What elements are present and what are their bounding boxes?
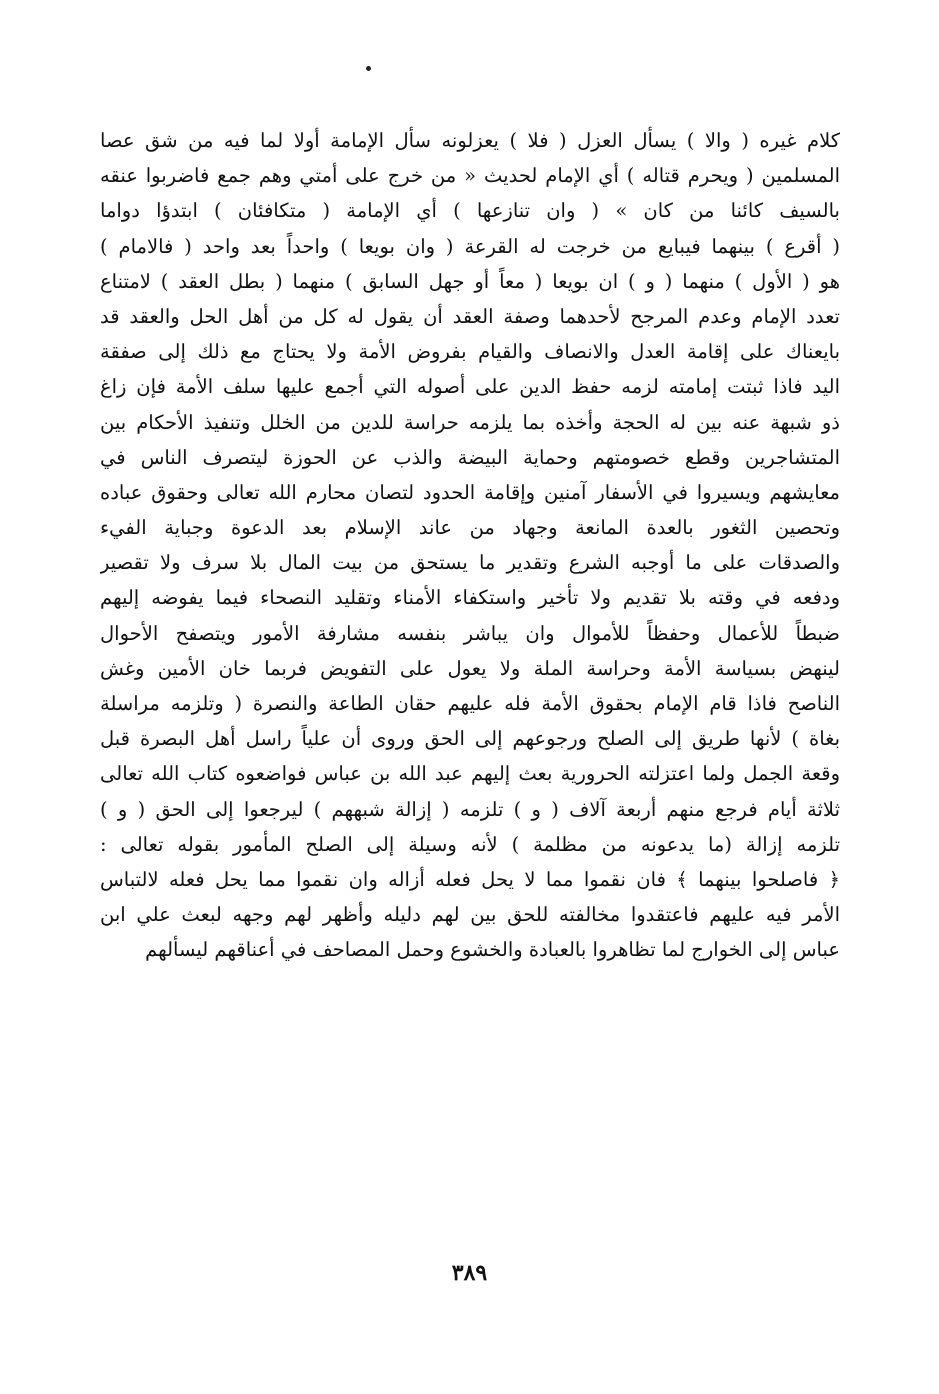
text-line: ودفعه في وقته بلا تقديم ولا تأخير واستكفاء الأمناء وتقليد النصحاء فيما يفوضه إليهم bbox=[100, 586, 840, 610]
text-line: ثلاثة أيام فرجع منهم أربعة آلاف ( و ) تلزمه ( إزالة شبههم ) ليرجعوا إلى الحق ( و ) bbox=[100, 797, 840, 821]
text-line: معايشهم ويسيروا في الأسفار آمنين وإقامة الحدود لتصان محارم الله تعالى وحقوق عباده bbox=[100, 480, 840, 504]
text-line: بايعناك على إقامة العدل والانصاف والقيام بفروض الأمة ولا يحتاج مع ذلك إلى صفقة bbox=[100, 340, 840, 364]
text-line: الأمر فيه عليهم فاعتقدوا مخالفته للحق بين لهم دليله وأظهر لهم وجهه لبعث علي ابن bbox=[100, 903, 840, 927]
body-text bbox=[100, 123, 840, 968]
text-line: عباس إلى الخوارج لما تظاهروا بالعبادة والخشوع وحمل المصاحف في أعناقهم ليسألهم bbox=[145, 938, 840, 962]
text-line: تعدد الإمام وعدم المرجح لأحدهما وصفة العقد أن يقول له كل من أهل الحل والعقد قد bbox=[100, 304, 840, 328]
text-line: والصدقات على ما أوجبه الشرع وتقدير ما يستحق من بيت المال بلا سرف ولا تقصير bbox=[100, 551, 840, 575]
text-line: المسلمين ( ويحرم قتاله ) أي الإمام لحديث « من خرج على أمتي وهم جمع فاضربوا عنقه bbox=[100, 164, 840, 188]
text-line: اليد فاذا ثبتت إمامته لزمه حفظ الدين على أصوله التي أجمع عليها سلف الأمة فإن زاغ bbox=[100, 375, 840, 399]
page-number: ٣٨٩ bbox=[451, 1260, 488, 1286]
text-line: ( أقرع ) بينهما فيبايع من خرجت له القرعة ( وان بويعا ) واحداً بعد واحد ( فالامام ) bbox=[100, 234, 840, 258]
text-line: وقعة الجمل ولما اعتزلته الحرورية بعث إليهم عبد الله بن عباس فواضعوه كتاب الله تعالى bbox=[100, 762, 840, 786]
text-line: ﴿ فاصلحوا بينهما ﴾ فان نقموا مما لا يحل فعله أزاله وان نقموا مما يحل فعله لالتباس bbox=[100, 867, 840, 891]
text-line: لينهض بسياسة الأمة وحراسة الملة ولا يعول على التفويض فربما خان الأمين وغش bbox=[100, 656, 840, 680]
text-line: ذو شبهة عنه بين له الحجة وأخذه بما يلزمه حراسة للدين من الخلل وتنفيذ الأحكام بين bbox=[100, 410, 840, 434]
text-line: الناصح فاذا قام الإمام بحقوق الأمة فله عليهم حقان الطاعة والنصرة ( وتلزمه مراسلة bbox=[100, 692, 840, 715]
text-line: ضبطاً للأعمال وحفظاً للأموال وان يباشر بنفسه مشارفة الأمور ويتصفح الأحوال bbox=[100, 621, 840, 645]
text-line: تلزمه إزالة (ما يدعونه من مظلمة ) لأنه وسيلة إلى الصلح المأمور بقوله تعالى : bbox=[100, 832, 840, 856]
text-line: بالسيف كائنا من كان » ( وان تنازعها ) أي الإمامة ( متكافئان ) ابتدؤا دواما bbox=[100, 199, 840, 223]
text-line: المتشاجرين وقطع خصومتهم وحماية البيضة والذب عن الحوزة ليتصرف الناس في bbox=[100, 445, 840, 469]
text-line: وتحصين الثغور بالعدة المانعة وجهاد من عاند الإسلام بعد الدعوة وجباية الفيء bbox=[100, 516, 840, 540]
text-line: هو ( الأول ) منهما ( و ) ان بويعا ( معاً أو جهل السابق ) منهما ( بطل العقد ) لامتناع bbox=[100, 269, 840, 293]
top-mark bbox=[366, 66, 371, 71]
text-line: كلام غيره ( والا ) يسأل العزل ( فلا ) يعزلونه سأل الإمامة أولا لما فيه من شق عصا bbox=[100, 129, 840, 152]
text-line: بغاة ) لأنها طريق إلى الصلح ورجوعهم إلى الحق وروى أن علياً راسل أهل البصرة قبل bbox=[100, 727, 840, 751]
